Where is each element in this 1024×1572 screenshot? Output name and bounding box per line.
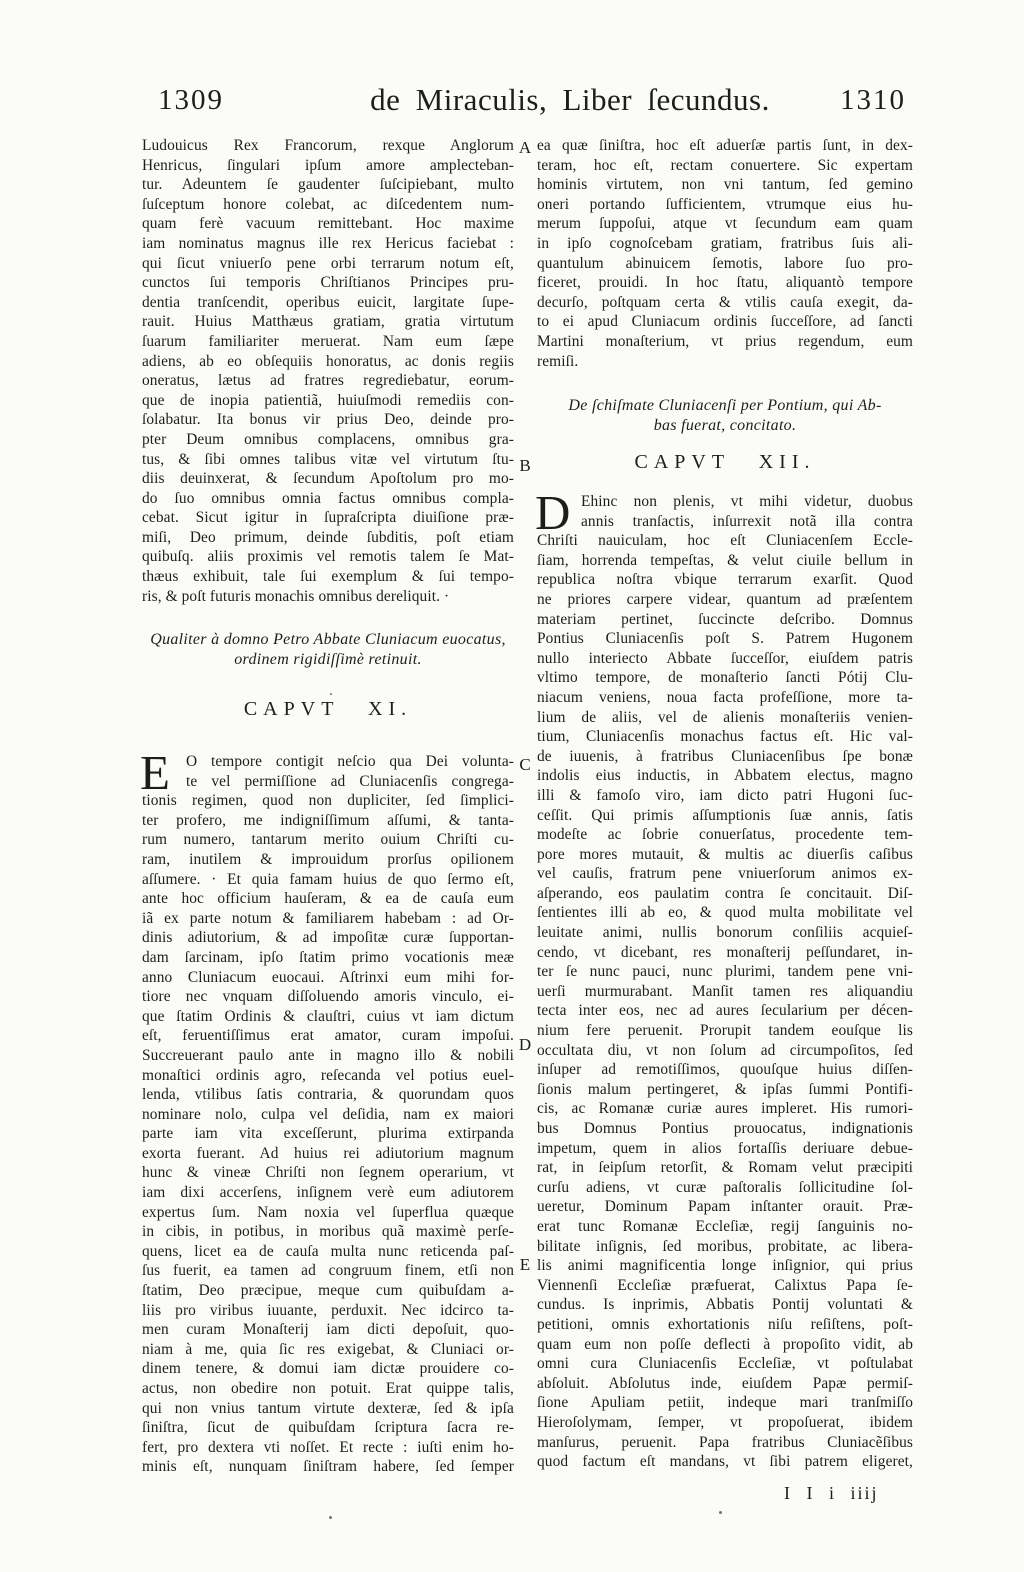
text-line: que de inopia patientiã, huiuſmodi remediis con-: [142, 391, 514, 409]
text-line: Chriſti nauiculam, hoc eſt Cluniacenſem Eccle-: [537, 532, 913, 550]
text-line: aſperando, eos paulatim contra ſe concitauit. Diſ-: [537, 884, 913, 902]
text-line: hominis virtutem, non vni tantum, ſed gemino: [537, 176, 913, 194]
text-line: manſurus, peruenit. Papa fratribus Cluniacẽſibus: [537, 1433, 913, 1451]
text-line: cis, ac Romanæ curiæ aures impleret. His rumori-: [537, 1100, 913, 1118]
text-line: ſolabatur. Ita bonus vir prius Deo, deinde pro-: [142, 411, 514, 429]
text-line: vltimo tempore, de monaſterio ſancti Pótij Clu-: [537, 669, 913, 687]
text-line: ſionis malum pertingeret, & ipſas ſummi Pontifi-: [537, 1080, 913, 1098]
drop-cap-initial: D: [535, 485, 571, 540]
text-line: dinem tenere, & domui iam dictæ prouidere co-: [142, 1360, 514, 1378]
text-line: iã ex parte notum & familiarem habebam : ad Or-: [142, 909, 514, 927]
text-line: Succreuerant paulo ante in magno illo & nobili: [142, 1046, 514, 1064]
text-line: ficeret, prouidi. In hoc ſtatu, aliquantò tempore: [537, 274, 913, 292]
text-line: nium fere peruenit. Prorupit tandem eouſque lis: [537, 1022, 913, 1040]
text-line: miſi, Deo primum, deinde ſubditis, poſt etiam: [142, 528, 514, 546]
text-line: modeſte ac ſobrie conuerſatus, procedente tem-: [537, 826, 913, 844]
text-line: ea quæ ſiniſtra, hoc eſt aduerſæ partis ſunt, in dex-: [537, 137, 913, 154]
text-line: men curam Monaſterij iam dicti depoſuit, quo-: [142, 1321, 514, 1339]
text-line: aſſumere. · Et quia famam huius de quo ſermo eſt,: [142, 870, 514, 888]
text-line: exorta fuerant. Ad huius rei adiutorium magnum: [142, 1144, 514, 1162]
text-line: erat tunc Romanæ Eccleſiæ, regij ſanguinis no-: [537, 1217, 913, 1235]
text-line: oneratus, lætus ad fratres regrediebatur, eorum-: [142, 372, 514, 390]
text-line: ſiam, horrenda tempeſtas, & velut ciuile bellum in: [537, 551, 913, 569]
text-line: rauit. Huius Matthæus gratiam, gratia virtutum: [142, 313, 514, 331]
text-line: bas fuerat, concitato.: [653, 417, 797, 435]
text-line: thæus exhibuit, tale ſui exemplum & ſui tempo-: [142, 568, 514, 586]
text-line: teram, hoc eſt, rectam conuertere. Sic expertam: [537, 156, 913, 174]
text-line: parte iam vita exceſſerunt, plurima extirpanda: [142, 1125, 514, 1143]
text-line: dentia tranſcendit, operibus euicit, largitate ſupe-: [142, 293, 514, 311]
text-line: ſione Apuliam petiit, indeque mari tranſmiſſo: [537, 1394, 913, 1412]
text-line: cunctos ſui temporis Chriſtianos Principes pru-: [142, 274, 514, 292]
text-line: lenda, vtilibus ſatis contraria, & quorundam quos: [142, 1086, 514, 1104]
text-line: ram, inutilem & improuidum prorſus opilionem: [142, 850, 514, 868]
text-line: to ei apud Cluniacum ordinis ſucceſſore, ad ſancti: [537, 313, 913, 331]
text-line: indolis eius inductis, in Abbatem electus, magno: [537, 767, 913, 785]
margin-reference-letter-c: C: [519, 755, 531, 774]
text-line: monaſtici ordinis agro, reſecanda vel potius euel-: [142, 1066, 514, 1084]
text-line: quibuſq. aliis proximis vel remotis talem ſe Mat-: [142, 548, 514, 566]
text-line: rat, in ſeipſum retorſit, & Romam velut præcipiti: [537, 1159, 913, 1177]
drop-cap-initial: E: [140, 745, 170, 800]
text-line: ſiniſtra, ſicut de quibuſdam ſcriptura ſacra re-: [142, 1419, 514, 1437]
text-line: leuitate animi, nullis bonorum conſiliis acquieſ-: [537, 924, 913, 942]
text-line: abſoluit. Abſolutus inde, eiuſdem Papæ permiſ-: [537, 1374, 913, 1392]
text-line: Ludouicus Rex Francorum, rexque Anglorum: [142, 137, 514, 154]
text-line: CAPVT XI.: [243, 698, 413, 720]
text-line: materiam pertinet, ſuccincte deſcribo. Domnus: [537, 610, 913, 628]
margin-reference-letter-b: B: [519, 456, 531, 475]
text-column-left: [142, 0, 514, 1572]
text-line: tionis regimen, quod non dupliciter, ſed ſimplici-: [142, 792, 514, 810]
text-line: inſuper ad remotiſſimos, quouſque huius diſſen-: [537, 1061, 913, 1079]
text-line: nullo interiecto Abbate ſucceſſor, eiuſdem patris: [537, 649, 913, 667]
text-line: diis deuinxerat, & ſecundum Apoſtolum pro mo-: [142, 470, 514, 488]
text-line: ante hoc officium hauſeram, & ea de cauſa eum: [142, 890, 514, 908]
text-line: adiens, ab eo obſequiis honoratus, ac donis regiis: [142, 352, 514, 370]
scan-speck: [329, 1516, 332, 1519]
text-line: ſuſceptum honore colebat, ac diſcedentem num-: [142, 195, 514, 213]
text-line: niam à me, quia ſic res exigebat, & Cluniaci or-: [142, 1340, 514, 1358]
text-line: pore mores mutauit, & multis ac diuerſis caſibus: [537, 845, 913, 863]
text-line: actus, non obedire non potuit. Erat quippe talis,: [142, 1380, 514, 1397]
text-line: ordinem rigidiſſimè retinuit.: [234, 651, 422, 669]
text-line: do ſuo omnibus omnia factus omnibus compla-: [142, 489, 514, 507]
text-line: Martini monaſterium, vt prius regendum, eum: [537, 332, 913, 350]
text-line: hunc & vineæ Chriſti non ſegnem operarium, vt: [142, 1164, 514, 1182]
text-line: ſentientes illi ab eo, & quod multa mobilitate vel: [537, 904, 913, 922]
text-line: impetum, quem in alios fortaſſis deriuare debue-: [537, 1139, 913, 1157]
text-line: nominare nolo, culpa vel deſidia, nam ex maiori: [142, 1105, 514, 1123]
text-line: merum ſuppoſui, atque vt ſecundum eam quam: [537, 215, 913, 233]
text-line: omni cura Cluniacenſis Eccleſiæ, vt poſtulabat: [537, 1355, 913, 1373]
text-line: De ſchiſmate Cluniacenſi per Pontium, qui Ab-: [568, 397, 882, 414]
text-line: Henricus, ſingulari ipſum amore amplecteban-: [142, 156, 514, 174]
text-line: ſtatim, Deo præcipue, meque cum quibuſdam a-: [142, 1282, 514, 1300]
text-line: bilitate inſignis, ſed moribus, probitate, ac libera-: [537, 1237, 913, 1255]
text-line: O tempore contigit neſcio qua Dei volunta-: [186, 753, 514, 770]
paragraph: [140, 745, 514, 1477]
text-line: petitioni, omnis exhortationis niſu reſiſtens, poſt-: [537, 1315, 913, 1333]
text-line: occultata diu, vt non ſolum ad circumpoſitos, ſed: [537, 1041, 913, 1059]
signature-mark: I I i iiij: [784, 1483, 879, 1503]
text-line: que ſtatim Ordinis & clauſtri, cuius vt iam dictum: [142, 1007, 514, 1025]
chapter-number-heading: [537, 450, 913, 474]
text-line: cendo, vt dicebant, res monaſterij peſſundaret, in-: [537, 943, 913, 961]
text-line: qui non vnius tantum virtute dexteræ, ſed & ipſa: [142, 1399, 514, 1417]
text-line: quantulum abinuicem ſemotis, labore ſuo pro-: [537, 254, 913, 272]
paragraph: [535, 485, 913, 1472]
text-line: Pontius Cluniacenſis poſt S. Patrem Hugonem: [537, 630, 913, 648]
text-line: in ipſo cognoſcebam gratiam, fratribus ſuis ali-: [537, 234, 913, 252]
text-line: ſus fuerit, ea tamen ad congruum finem, etſi non: [142, 1262, 514, 1280]
margin-reference-letter-a: A: [518, 138, 532, 157]
text-line: ceſſit. Qui primis aſſumptionis ſuæ annis, ſatis: [537, 806, 913, 824]
text-line: Ehinc non plenis, vt mihi videtur, duobus: [581, 493, 913, 510]
text-line: republica noſtra vbique terrarum exarſit. Quod: [537, 571, 913, 589]
chapter-number-heading: [142, 697, 514, 721]
text-line: ter profero, me indigniſſimum aſſumi, & tanta-: [142, 811, 514, 829]
text-line: tecta inter eos, nec ad aures ſecularium per décen-: [537, 1002, 913, 1020]
text-line: lium de aliis, vel de alienis monaſteriis venien-: [537, 708, 913, 726]
text-line: cebat. Sicut igitur in ſupraſcripta diuiſione præ-: [142, 509, 514, 527]
margin-reference-letter-e: E: [519, 1255, 531, 1274]
chapter-title: [537, 396, 913, 437]
text-line: rum numero, tantarum merito ouium Chriſti cu-: [142, 831, 514, 849]
text-line: ſuarum familiariter meruerat. Nam eum ſæpe: [142, 332, 514, 350]
text-line: iam nominatus magnus ille rex Hericus faciebat :: [142, 234, 514, 252]
text-line: quod factum eſt mandans, vt ſibi patrem eligeret,: [537, 1453, 913, 1471]
text-line: dam ſarcinam, ipſo ſtatim primo vocationis meæ: [142, 948, 514, 966]
text-line: ter ſe nunc pauci, nunc plurimi, tandem pene vni-: [537, 963, 913, 981]
text-line: fert, pro dextera vti noſſet. Et recte : iuſti enim ho-: [142, 1438, 514, 1456]
text-line: quam eum non poſſe deflecti à propoſito vidit, ab: [537, 1335, 913, 1353]
text-line: CAPVT XII.: [634, 451, 816, 473]
text-line: qui ſicut vniuerſo pene orbi terrarum notum eſt,: [142, 254, 514, 272]
text-line: liis pro viribus iuuante, perduxit. Nec idcirco ta-: [142, 1301, 514, 1319]
text-line: pter Deum omnibus complacens, omnibus gra-: [142, 430, 514, 448]
text-line: quam ferè vacuum remittebant. Hoc maxime: [142, 215, 514, 233]
paragraph: [537, 136, 913, 371]
text-line: uerſi murmurabant. Manſit tamen res aliquandiu: [537, 982, 913, 1000]
page-number-left: 1309: [158, 84, 224, 116]
chapter-title: [142, 630, 514, 671]
page-number-right: 1310: [840, 84, 906, 116]
text-line: decurſo, poſtquam certa & vtilis cauſa exegit, da-: [537, 293, 913, 311]
text-line: tiore nec vnquam diſſoluendo amoris vinculo, ei-: [142, 988, 514, 1006]
text-line: niacum veniens, noua facta profeſſione, more ta-: [537, 688, 913, 706]
text-line: anno Cluniacum euocaui. Aſtrinxi eum mihi for-: [142, 968, 514, 986]
text-line: de iuuenis, à fratribus Cluniacenſibus ſpe bonæ: [537, 747, 913, 765]
running-title: de Miraculis, Liber ſecundus.: [370, 82, 770, 117]
text-line: minis eſt, nunquam ſiniſtram habere, ſed ſemper: [142, 1458, 514, 1476]
text-line: quens, licet ea de cauſa multa nunc reticenda paſ-: [142, 1242, 514, 1260]
text-line: in cibis, in potibus, in moribus quã maximè perſe-: [142, 1223, 514, 1241]
text-line: bus Domnus Pontius prouocatus, indignationis: [537, 1120, 913, 1137]
text-line: curſu adiens, vt curæ paſtoralis ſollicitudine ſol-: [537, 1178, 913, 1196]
text-column-right: [537, 0, 913, 1572]
text-line: ne priores carpere videar, quantum ad præſentem: [537, 590, 913, 608]
text-line: ueretur, Dominum Papam inſtanter orauit. Præ-: [537, 1198, 913, 1216]
text-line: expertus ſum. Nam noxia vel ſuperflua quæque: [142, 1203, 514, 1221]
scan-speck: [330, 693, 332, 695]
text-line: remiſi.: [537, 352, 579, 370]
text-line: Hieroſolymam, ſemper, vt propoſuerat, ibidem: [537, 1413, 913, 1431]
text-line: Viennenſi Eccleſiæ præfuerat, Calixtus Papa ſe-: [537, 1276, 913, 1294]
text-line: illi & famoſo viro, iam dicto patri Hugoni ſuc-: [537, 786, 913, 804]
text-line: te vel permiſſione ad Cluniacenſis congrega-: [186, 772, 514, 790]
scan-speck: [719, 1511, 722, 1514]
text-line: vel cauſis, fratrum pene vniuerſorum animos ex-: [537, 865, 913, 883]
text-line: dinis adiutorium, & ad impoſitæ curæ ſupportan-: [142, 929, 514, 947]
paragraph: [142, 136, 514, 606]
text-line: tus, & ſibi omnes talibus vitæ vel virtutum ſtu-: [142, 450, 514, 468]
text-line: annis tranſactis, inſurrexit notã illa contra: [581, 512, 913, 530]
text-line: tium, Cluniacenſis monachus factus eſt. Hic val-: [537, 728, 913, 746]
margin-reference-letter-d: D: [518, 1035, 532, 1054]
text-line: tur. Adeuntem ſe gaudenter ſuſcipiebant, multo: [142, 176, 514, 194]
text-line: ris, & poſt futuris monachis omnibus dereliquit. ·: [142, 587, 450, 605]
text-line: oneri portando ſufficientem, vtrumque eius hu-: [537, 195, 913, 213]
text-line: eſt, feruentiſſimus erat amator, curam impoſui.: [142, 1027, 514, 1045]
text-line: cundus. Is inprimis, Abbatis Pontij voluntati &: [537, 1296, 913, 1314]
text-line: iam dixi accerſens, inſignem verè eum adiutorem: [142, 1184, 514, 1202]
text-line: Qualiter à domno Petro Abbate Cluniacum euocatus,: [150, 631, 506, 648]
text-line: lis animi magnificentia longe inſignior, qui prius: [537, 1257, 913, 1275]
